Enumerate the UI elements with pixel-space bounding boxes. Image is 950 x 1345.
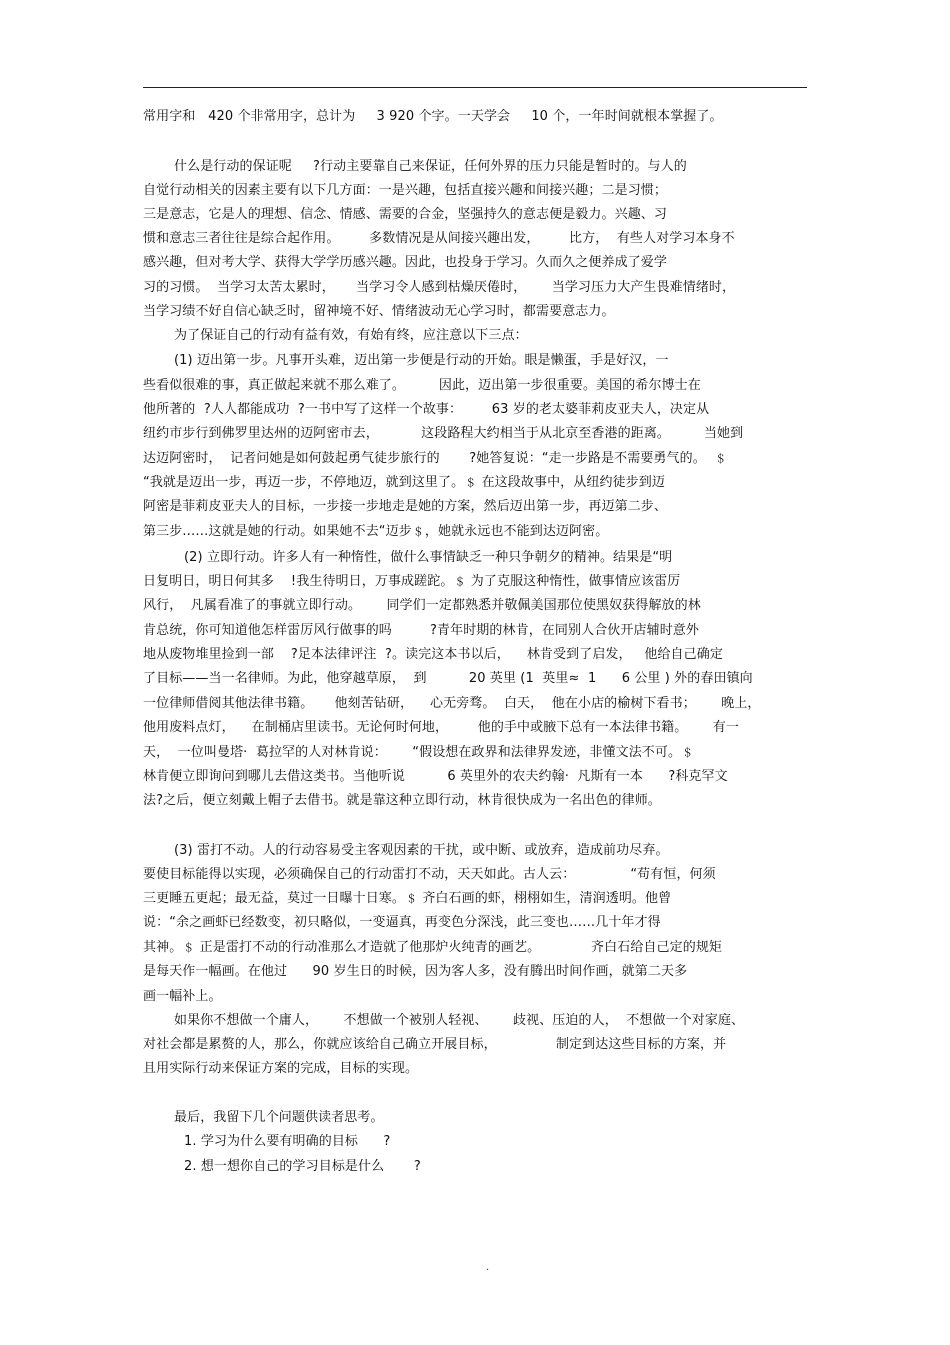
text-line: 他用废料点灯， 在制桶店里读书。无论何时何地， 他的手中或腋下总有一本法律书籍。 有一	[143, 720, 739, 735]
text-line: 法?之后，便立刻戴上帽子去借书。就是靠这种立即行动，林肯很快成为一名出色的律师。	[143, 793, 661, 808]
text-line: (1) 迈出第一步。凡事开头难，迈出第一步便是行动的开始。眼是懒蛋，手是好汉，一	[174, 353, 669, 368]
text-line: 如果你不想做一个庸人， 不想做一个被别人轻视、 歧视、压迫的人， 不想做一个对家庭、	[174, 1013, 745, 1028]
text-line: 林肯便立即询问到哪儿去借这类书。当他听说 6 英里外的农夫约翰· 凡斯有一本 ?科克罕文	[143, 769, 728, 784]
text-line: 常用字和 420 个非常用字，总计为 3 920 个字。一天学会 10 个，一年时间就根本掌握了。	[143, 109, 723, 124]
text-line: 要使目标能得以实现，必须确保自己的行动雷打不动，天天如此。古人云： “苟有恒，何须	[143, 867, 716, 882]
text-line: 感兴趣，但对考大学、获得大学学历感兴趣。因此，也投身于学习。久而久之便养成了爱学	[143, 255, 668, 270]
text-line: 风行， 凡属看准了的事就立即行动。 同学们一定都熟悉并敬佩美国那位使黑奴获得解放的林	[143, 598, 701, 613]
text-line: 当学习绩不好自信心缺乏时，留神境不好、情绪波动无心学习时，都需要意志力。	[143, 304, 615, 319]
text-line: 什么是行动的保证呢 ?行动主要靠自己来保证，任何外界的压力只能是暂时的。与人的	[174, 159, 687, 174]
text-line: 其神。﹩ 正是雷打不动的行动准那么才造就了他那炉火纯青的画艺。 齐白石给自己定的规矩	[143, 940, 723, 955]
text-line: 日复明日，明日何其多 !我生待明日，万事成蹉跎。﹩ 为了克服这种惰性，做事情应该雷厉	[143, 574, 681, 589]
text-line: 一位律师借阅其他法律书籍。 他刻苦钻研， 心无旁骛。 白天， 他在小店的榆树下看书； 晚上，	[143, 696, 761, 711]
page-footer-mark: .	[486, 1262, 490, 1273]
text-line: 达迈阿密时， 记者问她是如何鼓起勇气徒步旅行的 ?她答复说：“走一步路是不需要勇气的。 ﹩	[143, 451, 728, 466]
text-line: (2) 立即行动。许多人有一种惰性，做什么事情缺乏一种只争朝夕的精神。结果是“明	[184, 550, 673, 565]
text-line: (3) 雷打不动。人的行动容易受主客观因素的干扰，或中断、或放弃，造成前功尽弃。	[174, 843, 669, 858]
text-line: 惯和意志三者往往是综合起作用。 多数情况是从间接兴趣出发， 比方， 有些人对学习本身不	[143, 231, 735, 246]
text-line: 最后，我留下几个问题供读者思考。	[174, 1110, 384, 1125]
text-line: 且用实际行动来保证方案的完成，目标的实现。	[143, 1061, 419, 1076]
text-line: 纽约市步行到佛罗里达州的迈阿密市去， 这段路程大约相当于从北京至香港的距离。 当她到	[143, 426, 744, 441]
text-line: 肯总统，你可知道他怎样雷厉风行做事的吗 ?青年时期的林肯，在同别人合伙开店辅时意外	[143, 623, 699, 638]
text-line: 1. 学习为什么要有明确的目标 ?	[184, 1134, 391, 1149]
text-line: 三更睡五更起；最无益，莫过一日曝十日寒。﹩ 齐白石画的虾，栩栩如生，清润透明。他曾	[143, 891, 672, 906]
text-line: 对社会都是累赘的人，那么，你就应该给自己确立开展目标， 制定到达这些目标的方案，并	[143, 1037, 727, 1052]
text-line: 三是意志，它是人的理想、信念、情感、需要的合金，坚强持久的意志便是毅力。兴趣、习	[143, 207, 668, 222]
text-line: 他所著的 ?人人都能成功 ?一书中写了这样一个故事： 63 岁的老太婆菲莉皮亚夫人，决定从	[143, 402, 710, 417]
text-line: 阿密是菲莉皮亚夫人的目标，一步接一步地走是她的方案，然后迈出第一步，再迈第二步、	[143, 499, 668, 514]
text-line: 了目标——当一名律师。为此，他穿越草原， 到 20 英里 (1 英里≈ 1 6 公里 ) 外的春田镇向	[143, 671, 753, 686]
text-line: 自觉行动相关的因素主要有以下几方面：一是兴趣，包括直接兴趣和间接兴趣；二是习惯；	[143, 183, 668, 198]
text-line: 天， 一位叫曼塔· 葛拉罕的人对林肯说： “假设想在政界和法律界发迹，非懂文法不可。﹩	[143, 745, 695, 760]
text-line: 画一幅补上。	[143, 989, 222, 1004]
text-line: 些看似很难的事，真正做起来就不那么难了。 因此，迈出第一步很重要。美国的希尔博士在	[143, 378, 701, 393]
text-line: 2. 想一想你自己的学习目标是什么 ?	[184, 1159, 421, 1174]
text-line: 为了保证自己的行动有益有效，有始有终，应注意以下三点：	[174, 328, 528, 343]
text-line: 说：“余之画虾已经数变，初只略似，一变逼真，再变色分深浅，此三变也……几十年才得	[143, 915, 661, 930]
text-line: 习的习惯。 当学习太苦太累时， 当学习令人感到枯燥厌倦时， 当学习压力大产生畏难情绪时，	[143, 280, 736, 295]
text-line: “我就是迈出一步，再迈一步，不停地迈，就到这里了。﹩ 在这段故事中，从纽约徒步到迈	[143, 475, 665, 490]
text-line: 是每天作一幅画。在他过 90 岁生日的时候，因为客人多，没有腾出时间作画，就第二天多	[143, 964, 688, 979]
text-line: 第三步……这就是她的行动。如果她不去“迈步﹩，她就永远也不能到达迈阿密。	[143, 524, 609, 539]
text-line: 地从废物堆里捡到一部 ?足本法律评注 ?。读完这本书以后， 林肯受到了启发， 他给自己确定	[143, 647, 723, 662]
header-rule	[143, 87, 807, 88]
